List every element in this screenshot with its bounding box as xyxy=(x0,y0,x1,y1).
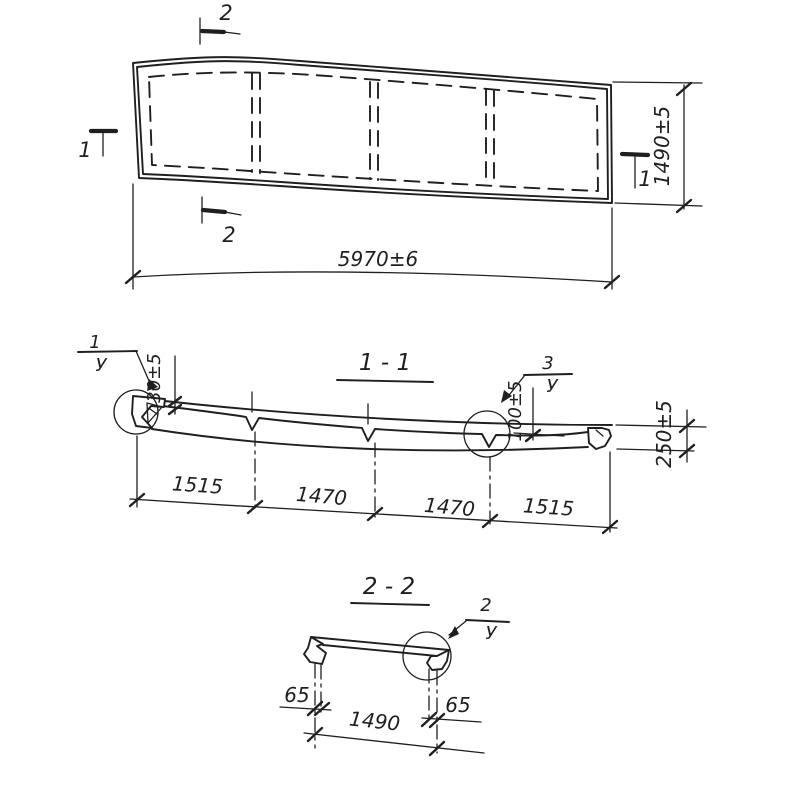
dim-segment-1: 1515 xyxy=(171,471,224,499)
detail-callout-3-num: 3 xyxy=(542,353,554,374)
section-1-1-dimension-chain xyxy=(130,432,617,533)
plan-view xyxy=(78,1,702,289)
detail-callout-2-num: 2 xyxy=(480,595,492,616)
channel-top-line xyxy=(311,637,449,650)
channel-left-foot xyxy=(304,637,326,664)
rib-depth-label: 100±5 xyxy=(505,380,526,442)
section-marker-1-right xyxy=(622,154,652,191)
section-marker-2-bottom-label: 2 xyxy=(222,223,236,247)
plan-length-dimension-label: 5970±6 xyxy=(337,247,419,271)
section-marker-2-top-label: 2 xyxy=(219,1,233,25)
section-2-2-title-label: 2 - 2 xyxy=(362,574,416,600)
dim-segment-4: 1515 xyxy=(522,493,575,521)
section-1-1-profile xyxy=(114,390,612,457)
detail-callout-2 xyxy=(448,595,509,644)
detail-callout-1-num: 1 xyxy=(89,332,101,353)
edge-offset-left-label: 65 xyxy=(284,683,310,707)
section-1-1 xyxy=(78,332,706,533)
section-2-2 xyxy=(280,574,509,755)
section-marker-1-left-label: 1 xyxy=(78,138,92,162)
section-marker-2-bottom xyxy=(202,197,241,247)
section-2-2-dimensions xyxy=(280,664,484,755)
detail-callout-2-den: У xyxy=(485,623,497,644)
section-depth-label: 250±5 xyxy=(652,400,676,468)
dim-segment-3: 1470 xyxy=(423,492,477,522)
section-1-1-title xyxy=(337,350,433,382)
section-marker-1-right-label: 1 xyxy=(638,167,652,191)
slab-right-end-block xyxy=(588,428,611,449)
detail-callout-3-den: У xyxy=(546,376,558,397)
section-depth-dimension xyxy=(616,400,706,468)
detail-callout-1-den: У xyxy=(95,355,107,376)
edge-offset-right-label: 65 xyxy=(445,693,471,717)
channel-right-foot xyxy=(427,650,449,670)
flange-thickness-label: 30±5 xyxy=(144,353,165,403)
section-2-2-title xyxy=(351,574,429,605)
plan-width-dimension xyxy=(613,82,702,212)
section-marker-2-top xyxy=(200,1,240,44)
channel-width-label: 1490 xyxy=(348,706,402,736)
section-1-1-title-label: 1 - 1 xyxy=(358,350,412,376)
dim-segment-2: 1470 xyxy=(295,481,349,511)
plan-width-dimension-label: 1490±5 xyxy=(650,105,674,187)
section-marker-1-left xyxy=(78,131,116,162)
